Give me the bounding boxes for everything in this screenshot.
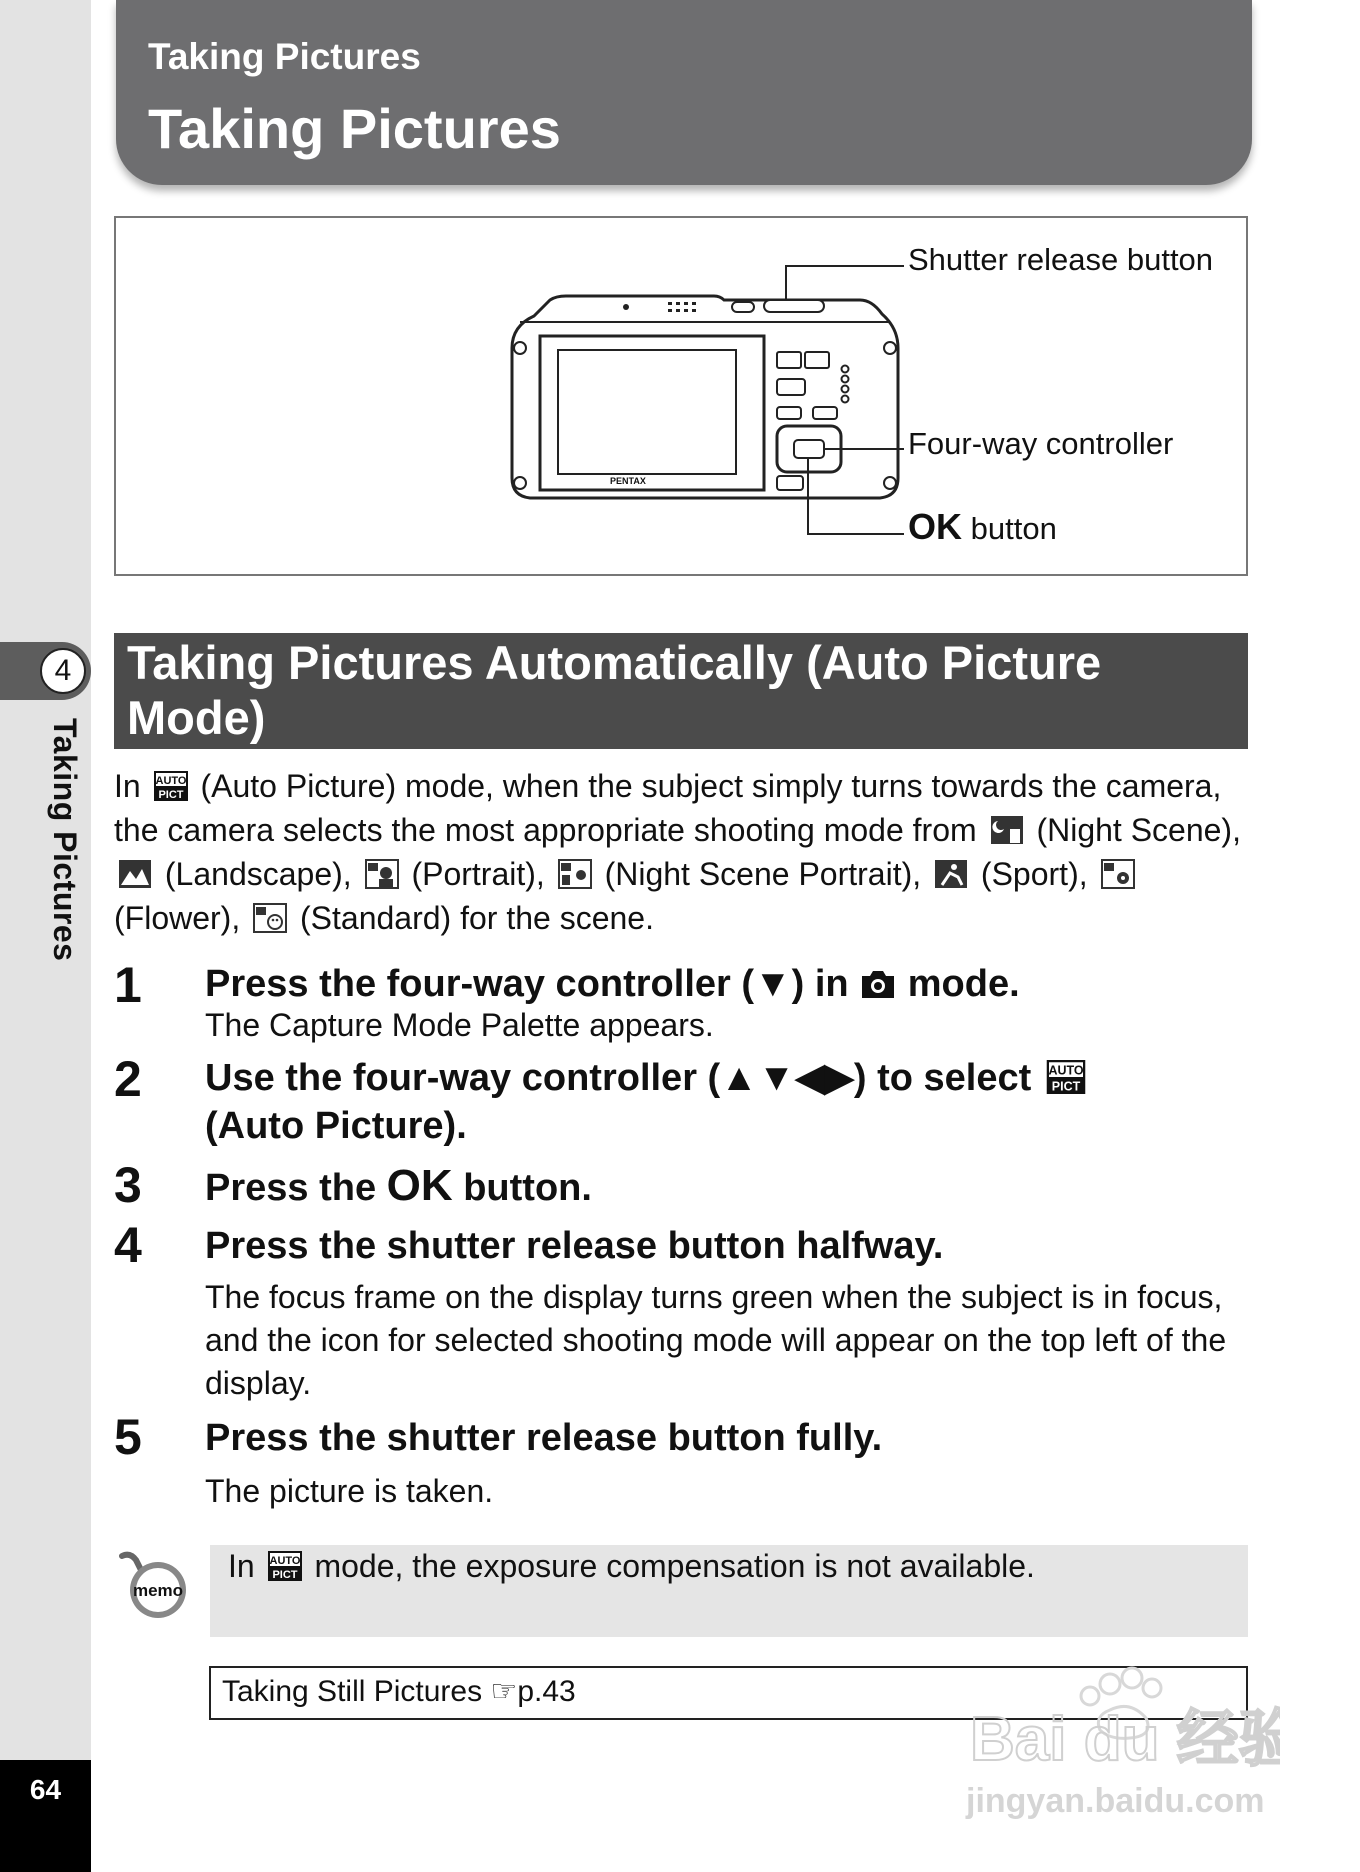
intro-text: In	[114, 768, 141, 804]
page-title: Taking Pictures	[148, 97, 561, 160]
intro-text: (Portrait),	[411, 856, 545, 892]
memo-icon	[116, 1550, 188, 1625]
auto-picture-icon	[154, 771, 188, 801]
memo-text	[228, 1548, 1035, 1585]
svg-text:Bai du 经验: Bai du 经验	[970, 1705, 1280, 1770]
intro-text: (Landscape),	[164, 856, 352, 892]
step-title	[205, 960, 1255, 1008]
intro-text: (Night Scene Portrait),	[604, 856, 922, 892]
step-title	[205, 1054, 1255, 1150]
step-description: The focus frame on the display turns green when the subject is in focus, and the icon for selected shooting mode will appear on the top left of the display.	[205, 1279, 1227, 1401]
intro-text: (Sport),	[980, 856, 1088, 892]
svg-text:PICT: PICT	[272, 1569, 298, 1581]
ok-symbol: OK	[908, 506, 962, 547]
landscape-icon	[118, 859, 152, 889]
flower-icon	[1101, 859, 1135, 889]
step-number: 5	[114, 1409, 142, 1465]
standard-icon	[253, 903, 287, 933]
step-title	[205, 1162, 1255, 1212]
four-way-controller-label: Four-way controller	[908, 426, 1174, 461]
chapter-title: Taking Pictures	[47, 718, 83, 962]
intro-text: (Auto Picture) mode, when the subject simply turns towards the camera, the camera selects the most appropriate shooting mode from	[114, 768, 1222, 848]
step-number: 1	[114, 957, 142, 1013]
svg-text:AUTO: AUTO	[269, 1555, 301, 1567]
step-title-text: Press the	[205, 1167, 377, 1209]
step-title: Press the shutter release button halfway.	[205, 1225, 944, 1267]
ok-button-label	[908, 506, 1057, 548]
intro-text: (Night Scene),	[1036, 812, 1241, 848]
ok-button-word: button	[970, 511, 1057, 546]
svg-text:AUTO: AUTO	[155, 775, 187, 787]
section-title: Taking Pictures Automatically (Auto Picture Mode)	[127, 636, 1102, 744]
portrait-icon	[365, 859, 399, 889]
step-title-text: mode.	[907, 963, 1020, 1005]
step-number: 4	[114, 1217, 142, 1273]
memo-text-part: In	[228, 1548, 255, 1584]
watermark-url: jingyan.baidu.com	[966, 1782, 1265, 1820]
step-number: 2	[114, 1051, 142, 1107]
page-number: 64	[29, 1774, 62, 1805]
night-scene-icon	[990, 815, 1024, 845]
step-title: Press the shutter release button fully.	[205, 1417, 883, 1459]
svg-text:PICT: PICT	[158, 789, 184, 801]
auto-picture-icon	[1046, 1060, 1086, 1094]
svg-text:PICT: PICT	[1051, 1079, 1080, 1094]
chapter-number: 4	[40, 648, 86, 694]
header-category: Taking Pictures	[148, 36, 421, 77]
intro-text: (Standard) for the scene.	[300, 900, 654, 936]
step-title-text: Press the four-way controller (▼) in	[205, 963, 849, 1005]
night-scene-portrait-icon	[558, 859, 592, 889]
camera-brand: PENTAX	[610, 476, 646, 486]
intro-paragraph	[114, 764, 1254, 940]
reference-link[interactable]: Taking Still Pictures ☞p.43	[222, 1675, 576, 1708]
shutter-release-label: Shutter release button	[908, 242, 1214, 277]
auto-picture-icon	[268, 1551, 302, 1581]
camera-icon	[859, 968, 897, 1000]
memo-text-part: mode, the exposure compensation is not available.	[314, 1548, 1035, 1584]
step-description: The picture is taken.	[205, 1473, 494, 1509]
svg-text:memo: memo	[132, 1581, 184, 1600]
svg-text:AUTO: AUTO	[1048, 1063, 1084, 1078]
step-title-text: (Auto Picture).	[205, 1105, 467, 1147]
step-description: The Capture Mode Palette appears.	[205, 1007, 714, 1043]
step-title-text: button.	[463, 1167, 592, 1209]
intro-text: (Flower),	[114, 900, 241, 936]
sport-icon	[934, 859, 968, 889]
step-title-text: Use the four-way controller (▲▼◀▶) to select	[205, 1057, 1032, 1099]
ok-symbol: OK	[386, 1161, 453, 1210]
watermark-logo	[960, 1660, 1280, 1775]
step-number: 3	[114, 1157, 142, 1213]
